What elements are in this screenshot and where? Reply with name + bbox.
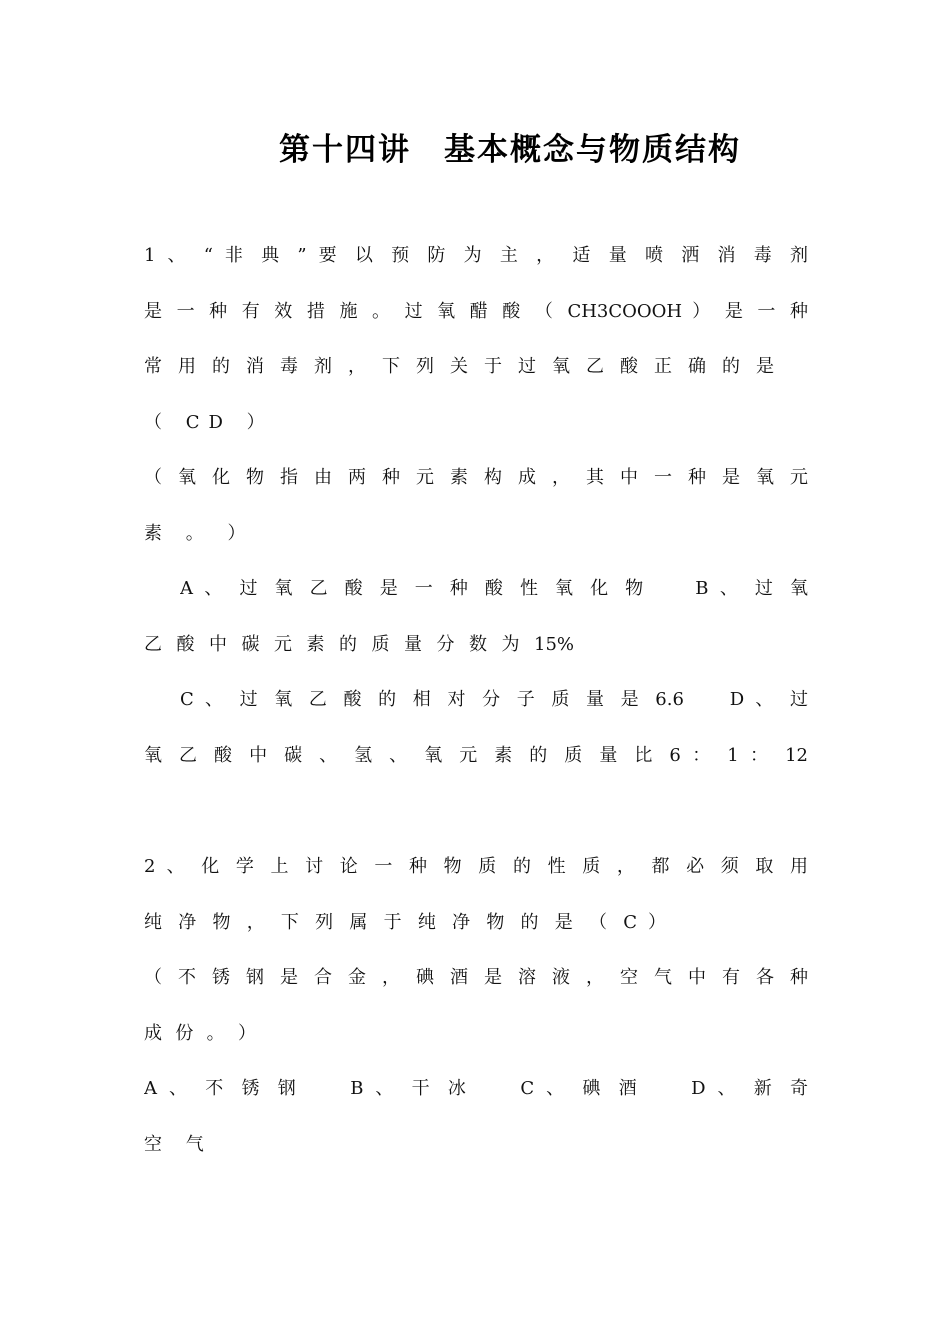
question-2-line-2: 纯 净 物 ， 下 列 属 于 纯 净 物 的 是 （ C ） <box>144 912 666 933</box>
question-1-options-cd-line-1: C 、 过 氧 乙 酸 的 相 对 分 子 质 量 是 6.6 D 、 过 <box>180 689 808 710</box>
question-1-answer: （ CD ） <box>144 412 274 433</box>
question-1-line-3: 常 用 的 消 毒 剂 ， 下 列 关 于 过 氧 乙 酸 正 确 的 是 <box>144 356 774 377</box>
page-title: 第十四讲 基本概念与物质结构 <box>279 132 741 168</box>
question-2-options-line-2: 空 气 <box>144 1134 213 1155</box>
question-1-options-ab-line-1: A 、 过 氧 乙 酸 是 一 种 酸 性 氧 化 物 B 、 过 氧 <box>180 578 808 599</box>
question-1-hint-line-2: 素 。 ） <box>144 523 255 544</box>
question-1-line-2: 是 一 种 有 效 措 施 。 过 氧 醋 酸 （ CH3COOOH ） 是 一 种 <box>144 301 808 322</box>
question-1-line-1: 1 、 “ 非 典 ” 要 以 预 防 为 主 ， 适 量 喷 洒 消 毒 剂 <box>144 245 808 266</box>
question-1-options-ab-line-2: 乙 酸 中 碳 元 素 的 质 量 分 数 为 15% <box>144 634 574 655</box>
question-1-hint-line-1: （ 氧 化 物 指 由 两 种 元 素 构 成 ， 其 中 一 种 是 氧 元 <box>144 467 808 488</box>
question-2-line-1: 2 、 化 学 上 讨 论 一 种 物 质 的 性 质 ， 都 必 须 取 用 <box>144 856 808 877</box>
question-2-hint-line-2: 成 份 。 ） <box>144 1023 256 1044</box>
question-1-options-cd-line-2: 氧 乙 酸 中 碳 、 氢 、 氧 元 素 的 质 量 比 6 ： 1 ： 12 <box>144 745 808 766</box>
question-2-hint-line-1: （ 不 锈 钢 是 合 金 ， 碘 酒 是 溶 液 ， 空 气 中 有 各 种 <box>144 967 808 988</box>
question-2-options-line-1: A 、 不 锈 钢 B 、 干 冰 C 、 碘 酒 D 、 新 奇 <box>144 1078 808 1099</box>
